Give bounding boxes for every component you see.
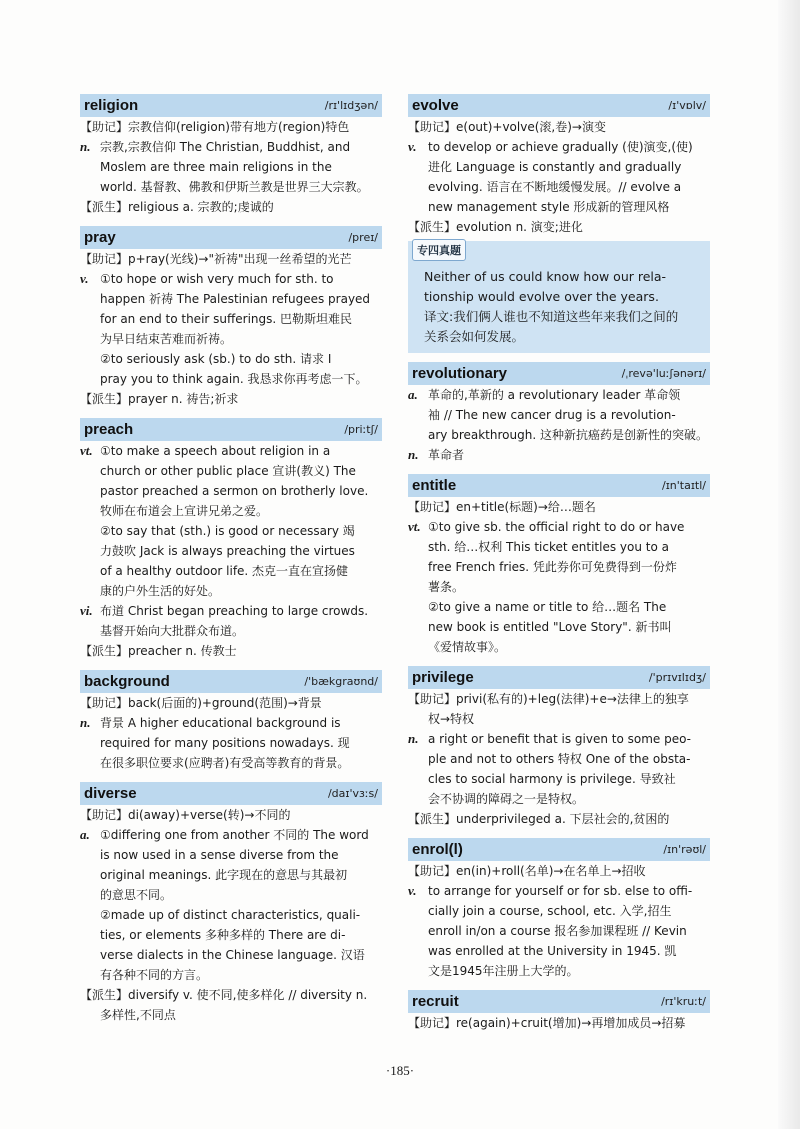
left-column [80, 94, 382, 1034]
entry-header [408, 990, 710, 1013]
sense-line [80, 601, 382, 621]
entry-enroll [408, 838, 710, 981]
entry-tag-line [408, 217, 710, 237]
entry-tag-line [80, 117, 382, 137]
definition-line [80, 561, 382, 581]
line-text: 背景 A higher educational background is [100, 716, 341, 730]
line-text: 【派生】evolution n. 演变;进化 [408, 220, 583, 234]
entry-tag-line [80, 985, 382, 1005]
entry-tag-line [408, 117, 710, 137]
line-text: 牧师在布道会上宣讲兄弟之爱。 [100, 504, 269, 518]
phonetic: /ˌrevə'luːʃənərɪ/ [621, 367, 706, 380]
line-text: 进化 Language is constantly and gradually [428, 160, 682, 174]
entry-tag-line [80, 805, 382, 825]
definition-line [80, 965, 382, 985]
exam-line: 关系会如何发展。 [424, 329, 525, 344]
part-of-speech: vi. [80, 603, 93, 618]
sense-line [408, 729, 710, 749]
headword: privilege [412, 669, 474, 686]
headword: evolve [412, 97, 459, 114]
part-of-speech: vt. [80, 443, 93, 458]
line-text: sth. 给…权利 This ticket entitles you to a [428, 540, 669, 554]
sense-line [80, 825, 382, 845]
definition-line [80, 621, 382, 641]
entry-recruit [408, 990, 710, 1033]
definition-line [408, 617, 710, 637]
definition-line [408, 157, 710, 177]
definition-line [80, 289, 382, 309]
line-text: to develop or achieve gradually (使)演变,(使) [428, 140, 693, 154]
line-text: 【助记】e(out)+volve(滚,卷)→演变 [408, 120, 606, 134]
sense-line [408, 881, 710, 901]
definition-line [408, 557, 710, 577]
definition-line [408, 425, 710, 445]
line-text: original meanings. 此字现在的意思与其最初 [100, 868, 348, 882]
line-text: ②to say that (sth.) is good or necessary 竭 [100, 524, 355, 538]
line-text: world. 基督教、佛教和伊斯兰教是世界三大宗教。 [100, 180, 369, 194]
sense-line [80, 441, 382, 461]
line-text: of a healthy outdoor life. 杰克一直在宣扬健 [100, 564, 349, 578]
line-text: ple and not to others 特权 One of the obsta- [428, 752, 691, 766]
line-text: ①to hope or wish very much for sth. to [100, 272, 334, 286]
headword: background [84, 673, 170, 690]
headword: recruit [412, 993, 459, 1010]
entry-background [80, 670, 382, 773]
line-text: church or other public place 宣讲(教义) The [100, 464, 356, 478]
definition-line [80, 865, 382, 885]
line-text: Moslem are three main religions in the [100, 160, 332, 174]
phonetic: /'prɪvɪlɪdʒ/ [648, 671, 706, 684]
sense-line [408, 137, 710, 157]
line-text: 袖 // The new cancer drug is a revolution- [428, 408, 676, 422]
phonetic: /ɪn'rəʊl/ [663, 843, 706, 856]
line-text: 权→特权 [428, 712, 475, 726]
definition-line [80, 905, 382, 925]
line-text: 多样性,不同点 [100, 1008, 176, 1022]
line-text: new book is entitled "Love Story". 新书叫 [428, 620, 672, 634]
definition-line [80, 481, 382, 501]
entry-header [408, 666, 710, 689]
entry-tag-line [408, 497, 710, 517]
entry-tag-line [408, 809, 710, 829]
line-text: 【派生】religious a. 宗教的;虔诚的 [80, 200, 274, 214]
line-text: required for many positions nowadays. 现 [100, 736, 350, 750]
definition-line [80, 925, 382, 945]
definition-line [80, 329, 382, 349]
line-text: evolving. 语言在不断地缓慢发展。// evolve a [428, 180, 682, 194]
sense-line [408, 517, 710, 537]
line-text: 文是1945年注册上大学的。 [428, 964, 579, 978]
entry-tag-line [80, 389, 382, 409]
sense-line [408, 445, 710, 465]
entry-diverse [80, 782, 382, 1025]
definition-line [408, 901, 710, 921]
line-text: happen 祈祷 The Palestinian refugees prayed [100, 292, 371, 306]
line-text: was enrolled at the University in 1945. 凯 [428, 944, 677, 958]
definition-line [80, 845, 382, 865]
headword: enrol(l) [412, 841, 463, 858]
definition-line [80, 349, 382, 369]
phonetic: /rɪ'lɪdʒən/ [324, 99, 378, 112]
page-number: ·185· [385, 1063, 415, 1078]
definition-line [408, 637, 710, 657]
line-text: 【派生】underprivileged a. 下层社会的,贫困的 [408, 812, 670, 826]
line-text: 【派生】diversify v. 使不同,使多样化 // diversity n. [80, 988, 368, 1002]
line-text: 【助记】re(again)+cruit(增加)→再增加成员→招募 [408, 1016, 686, 1030]
phonetic: /priːtʃ/ [344, 423, 378, 436]
line-text: verse dialects in the Chinese language. 汉语 [100, 948, 365, 962]
definition-line [80, 885, 382, 905]
part-of-speech: n. [80, 139, 91, 154]
line-text: 【助记】宗教信仰(religion)带有地方(region)特色 [80, 120, 350, 134]
definition-line [80, 177, 382, 197]
line-text: 《爱情故事》。 [428, 640, 507, 654]
sense-line [80, 713, 382, 733]
sense-line [408, 385, 710, 405]
line-text: 有各种不同的方言。 [100, 968, 209, 982]
sense-line [80, 137, 382, 157]
line-text: ①differing one from another 不同的 The word [100, 828, 369, 842]
headword: diverse [84, 785, 137, 802]
definition-line [80, 309, 382, 329]
entry-privilege [408, 666, 710, 829]
line-text: a right or benefit that is given to some peo- [428, 732, 692, 746]
phonetic: /ɪ'vɒlv/ [668, 99, 706, 112]
headword: religion [84, 97, 139, 114]
definition-line [408, 941, 710, 961]
line-text: for an end to their sufferings. 巴勒斯坦难民 [100, 312, 353, 326]
definition-line [80, 733, 382, 753]
phonetic: /'bækgraʊnd/ [304, 675, 378, 688]
line-text: 革命者 [428, 448, 465, 462]
entry-header [408, 94, 710, 117]
entry-header [80, 670, 382, 693]
line-text: 【助记】en(in)+roll(名单)→在名单上→招收 [408, 864, 646, 878]
entry-header [80, 226, 382, 249]
line-text: 【助记】en+title(标题)→给…题名 [408, 500, 596, 514]
definition-line [80, 1005, 382, 1025]
part-of-speech: n. [408, 731, 419, 746]
part-of-speech: n. [408, 447, 419, 462]
entry-header [80, 94, 382, 117]
entry-tag-line [408, 1013, 710, 1033]
part-of-speech: a. [408, 387, 418, 402]
line-text: pray you to think again. 我恳求你再考虑一下。 [100, 372, 368, 386]
definition-line [80, 945, 382, 965]
part-of-speech: vt. [408, 519, 421, 534]
exam-line: 译文:我们俩人谁也不知道这些年来我们之间的 [424, 309, 679, 324]
line-text: 【助记】di(away)+verse(转)→不同的 [80, 808, 291, 822]
definition-line [408, 597, 710, 617]
line-text: free French fries. 凭此券你可免费得到一份炸 [428, 560, 677, 574]
phonetic: /daɪ'vɜːs/ [327, 787, 378, 800]
line-text: 基督开始向大批群众布道。 [100, 624, 245, 638]
right-column [408, 94, 710, 1042]
line-text: 【助记】back(后面的)+ground(范围)→背景 [80, 696, 322, 710]
definition-line [80, 501, 382, 521]
line-text: 布道 Christ began preaching to large crowds. [100, 604, 369, 618]
part-of-speech: n. [80, 715, 91, 730]
line-text: ①to make a speech about religion in a [100, 444, 331, 458]
definition-line [408, 769, 710, 789]
entry-religion [80, 94, 382, 217]
line-text: ①to give sb. the official right to do or have [428, 520, 685, 534]
entry-tag-line [80, 249, 382, 269]
line-text: ties, or elements 多种多样的 There are di- [100, 928, 346, 942]
line-text: 【助记】privi(私有的)+leg(法律)+e→法律上的独享 [408, 692, 689, 706]
line-text: cles to social harmony is privilege. 导致社 [428, 772, 676, 786]
line-text: new management style 形成新的管理风格 [428, 200, 670, 214]
line-text: ary breakthrough. 这种新抗癌药是创新性的突破。 [428, 428, 708, 442]
definition-line [408, 577, 710, 597]
line-text: 革命的,革新的 a revolutionary leader 革命领 [428, 388, 681, 402]
phonetic: /ɪn'taɪtl/ [661, 479, 706, 492]
definition-line [80, 157, 382, 177]
definition-line [408, 961, 710, 981]
line-text: 的意思不同。 [100, 888, 173, 902]
definition-line [408, 405, 710, 425]
line-text: ②to give a name or title to 给…题名 The [428, 600, 667, 614]
headword: entitle [412, 477, 457, 494]
phonetic: /rɪ'kruːt/ [661, 995, 706, 1008]
entry-tag-line [408, 861, 710, 881]
entry-pray [80, 226, 382, 409]
definition-line [408, 177, 710, 197]
entry-header [408, 362, 710, 385]
line-text: 【助记】p+ray(光线)→"祈祷"出现一丝希望的光芒 [80, 252, 352, 266]
definition-line [80, 541, 382, 561]
line-text: enroll in/on a course 报名参加课程班 // Kevin [428, 924, 687, 938]
exam-line: tionship would evolve over the years. [424, 289, 659, 304]
definition-line [80, 581, 382, 601]
definition-line [80, 461, 382, 481]
entry-tag-line [80, 641, 382, 661]
part-of-speech: a. [80, 827, 90, 842]
exam-label: 专四真题 [412, 239, 466, 261]
definition-line [408, 537, 710, 557]
line-text: 为早日结束苦难而祈祷。 [100, 332, 233, 346]
definition-line [80, 369, 382, 389]
line-text: 康的户外生活的好处。 [100, 584, 221, 598]
entry-entitle [408, 474, 710, 657]
entry-header [80, 418, 382, 441]
phonetic: /preɪ/ [348, 231, 378, 244]
entry-header [80, 782, 382, 805]
entry-header [408, 474, 710, 497]
page-edge [778, 0, 800, 1129]
sense-line [80, 269, 382, 289]
part-of-speech: v. [408, 139, 417, 154]
exam-box [408, 241, 710, 353]
definition-line [408, 789, 710, 809]
entry-header [408, 838, 710, 861]
line-text: 力鼓吹 Jack is always preaching the virtues [100, 544, 355, 558]
line-text: 宗教,宗教信仰 The Christian, Buddhist, and [100, 140, 351, 154]
entry-tag-line [80, 693, 382, 713]
headword: revolutionary [412, 365, 508, 382]
line-text: to arrange for yourself or for sb. else to offi- [428, 884, 693, 898]
line-text: 会不协调的障碍之一是特权。 [428, 792, 585, 806]
definition-line [408, 197, 710, 217]
definition-line [408, 749, 710, 769]
line-text: ②made up of distinct characteristics, quali- [100, 908, 361, 922]
entry-revolutionary [408, 362, 710, 465]
definition-line [80, 753, 382, 773]
entry-tag-line [408, 689, 710, 709]
definition-line [80, 521, 382, 541]
part-of-speech: v. [408, 883, 417, 898]
line-text: 【派生】prayer n. 祷告;祈求 [80, 392, 239, 406]
part-of-speech: v. [80, 271, 89, 286]
entry-evolve [408, 94, 710, 353]
line-text: 【派生】preacher n. 传教士 [80, 644, 237, 658]
line-text: pastor preached a sermon on brotherly love. [100, 484, 369, 498]
line-text: cially join a course, school, etc. 入学,招生 [428, 904, 672, 918]
line-text: 在很多职位要求(应聘者)有受高等教育的背景。 [100, 756, 350, 770]
definition-line [408, 709, 710, 729]
headword: pray [84, 229, 116, 246]
entry-preach [80, 418, 382, 661]
entry-tag-line [80, 197, 382, 217]
definition-line [408, 921, 710, 941]
line-text: 薯条。 [428, 580, 465, 594]
headword: preach [84, 421, 134, 438]
line-text: is now used in a sense diverse from the [100, 848, 339, 862]
line-text: ②to seriously ask (sb.) to do sth. 请求 I [100, 352, 332, 366]
exam-line: Neither of us could know how our rela- [424, 269, 667, 284]
